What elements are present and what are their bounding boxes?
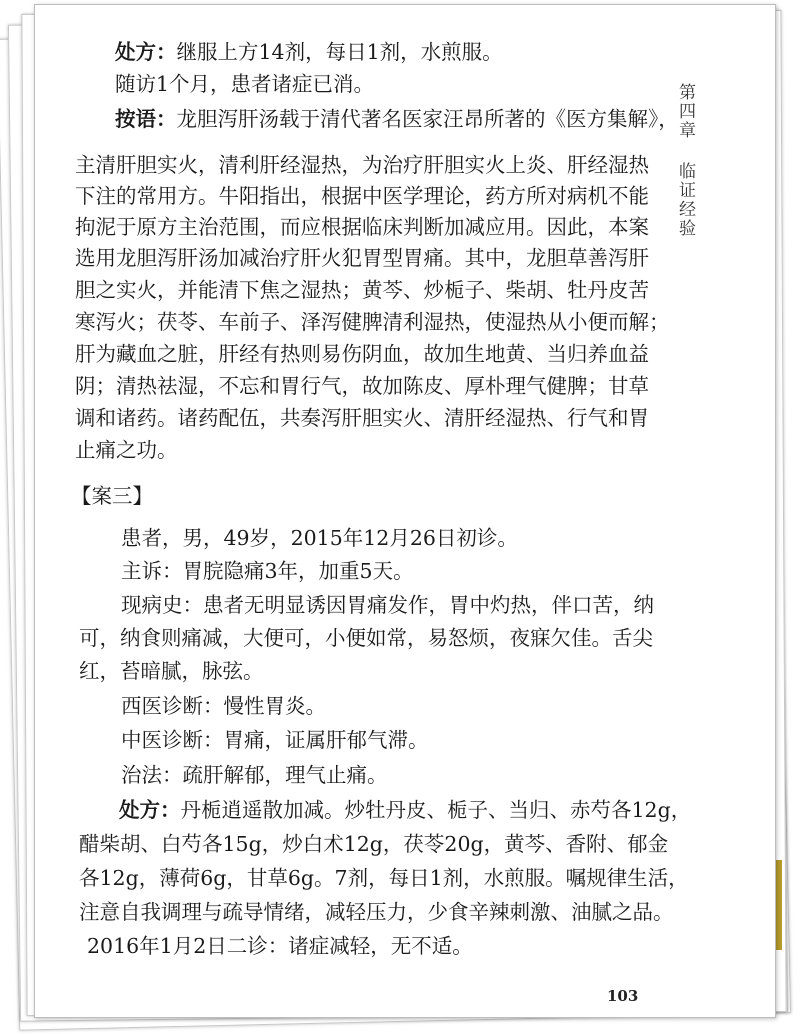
text-line xyxy=(87,933,473,959)
section-label: 临证经验 xyxy=(675,162,695,238)
text-line xyxy=(121,762,388,788)
text-line xyxy=(115,106,679,132)
text-line xyxy=(75,245,649,271)
text-line xyxy=(75,183,649,209)
line-text: 醋柴胡、白芍各15g，炒白术12g，茯苓20g，黄芩、香附、郁金 xyxy=(79,832,669,856)
text-line xyxy=(119,797,691,823)
case-heading xyxy=(71,483,153,509)
text-line xyxy=(75,309,670,335)
line-label: 处方： xyxy=(115,40,177,64)
line-text: 西医诊断：慢性胃炎。 xyxy=(121,694,326,718)
text-line xyxy=(121,592,654,618)
line-text: 丹栀逍遥散加减。炒牡丹皮、栀子、当归、赤芍各12g， xyxy=(180,798,692,822)
line-text: 2016年1月2日二诊：诸症减轻，无不适。 xyxy=(87,934,473,958)
line-text: 治法：疏肝解郁，理气止痛。 xyxy=(121,763,388,787)
line-label: 处方： xyxy=(119,798,181,822)
text-line xyxy=(75,341,649,367)
text-line xyxy=(75,214,649,240)
text-line xyxy=(79,865,689,891)
page-number: 103 xyxy=(607,987,639,1005)
text-line xyxy=(75,405,649,431)
page-content xyxy=(35,5,775,1017)
line-text: 龙胆泻肝汤载于清代著名医家汪昂所著的《医方集解》， xyxy=(176,107,679,131)
line-text: 注意自我调理与疏导情绪，减轻压力，少食辛辣刺激、油腻之品。 xyxy=(79,900,674,924)
text-line xyxy=(115,71,374,97)
line-text: 随访1个月，患者诸症已消。 xyxy=(115,72,375,96)
text-line xyxy=(75,373,649,399)
chapter-label: 第四章 xyxy=(675,83,695,140)
text-line xyxy=(115,39,503,65)
line-text: 主诉：胃脘隐痛3年，加重5天。 xyxy=(121,559,414,583)
line-text: 中医诊断：胃痛，证属肝郁气滞。 xyxy=(121,728,429,752)
text-line xyxy=(79,831,668,857)
text-line xyxy=(79,899,674,925)
line-text: 可，纳食则痛减，大便可，小便如常，易怒烦，夜寐欠佳。舌尖 xyxy=(79,626,653,650)
text-line xyxy=(75,152,649,178)
text-line xyxy=(121,558,414,584)
line-text: 选用龙胆泻肝汤加减治疗肝火犯胃型胃痛。其中，龙胆草善泻肝 xyxy=(75,246,649,270)
text-line xyxy=(75,437,178,463)
line-text: 【案三】 xyxy=(71,484,153,508)
line-text: 现病史：患者无明显诱因胃痛发作，胃中灼热，伴口苦，纳 xyxy=(121,593,654,617)
line-text: 下注的常用方。牛阳指出，根据中医学理论，药方所对病机不能 xyxy=(75,184,649,208)
line-text: 主清肝胆实火，清利肝经湿热，为治疗肝胆实火上炎、肝经湿热 xyxy=(75,153,649,177)
line-text: 阴；清热祛湿，不忘和胃行气，故加陈皮、厚朴理气健脾；甘草 xyxy=(75,374,649,398)
line-text: 继服上方14剂，每日1剂，水煎服。 xyxy=(176,40,503,64)
line-text: 止痛之功。 xyxy=(75,438,178,462)
text-line xyxy=(75,277,649,303)
line-text: 调和诸药。诸药配伍，共奏泻肝胆实火、清肝经湿热、行气和胃 xyxy=(75,406,649,430)
line-text: 各12g，薄荷6g，甘草6g。7剂，每日1剂，水煎服。嘱规律生活， xyxy=(79,866,689,890)
text-line xyxy=(121,525,518,551)
line-text: 胆之实火，并能清下焦之湿热；黄芩、炒栀子、柴胡、牡丹皮苦 xyxy=(75,278,649,302)
text-line xyxy=(79,658,264,684)
text-line xyxy=(121,727,429,753)
line-text: 红，苔暗腻，脉弦。 xyxy=(79,659,264,683)
line-label: 按语： xyxy=(115,107,177,131)
line-text: 患者，男，49岁，2015年12月26日初诊。 xyxy=(121,526,518,550)
line-text: 肝为藏血之脏，肝经有热则易伤阴血，故加生地黄、当归养血益 xyxy=(75,342,649,366)
text-line xyxy=(79,625,653,651)
text-line xyxy=(121,693,326,719)
line-text: 拘泥于原方主治范围，而应根据临床判断加减应用。因此，本案 xyxy=(75,215,649,239)
line-text: 寒泻火；茯苓、车前子、泽泻健脾清利湿热，使湿热从小便而解； xyxy=(75,310,670,334)
chapter-sidebar xyxy=(673,83,698,238)
document-page xyxy=(34,4,776,1018)
